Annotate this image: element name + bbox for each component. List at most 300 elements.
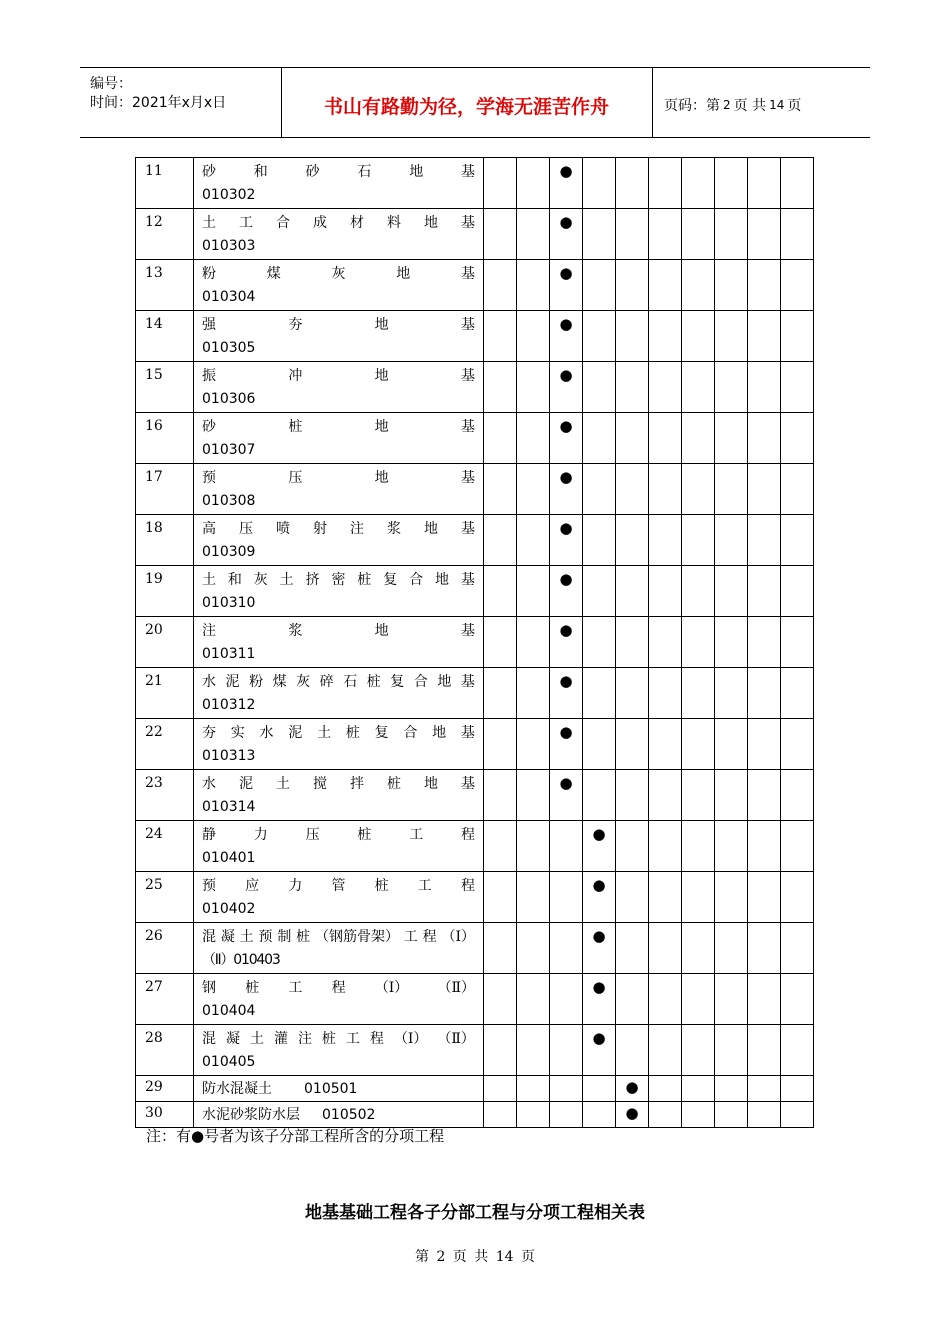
mark-cell xyxy=(748,566,781,617)
mark-cell xyxy=(517,821,550,872)
mark-dot: ● xyxy=(550,617,583,668)
mark-cell xyxy=(649,158,682,209)
mark-cell xyxy=(715,872,748,923)
item-name-cell xyxy=(194,923,484,974)
mark-cell xyxy=(715,668,748,719)
mark-dot: ● xyxy=(550,566,583,617)
mark-cell xyxy=(781,872,814,923)
page-footer: 第 2 页 共 14 页 xyxy=(415,1249,535,1265)
mark-cell xyxy=(682,821,715,872)
mark-cell xyxy=(517,668,550,719)
mark-cell xyxy=(484,770,517,821)
item-name-cell xyxy=(194,158,484,209)
item-name: 预 压 地 基 xyxy=(202,470,475,486)
item-name-cell xyxy=(194,362,484,413)
row-number: 29 xyxy=(136,1076,194,1102)
mark-cell xyxy=(748,719,781,770)
row-number: 14 xyxy=(136,311,194,362)
mark-dot: ● xyxy=(550,770,583,821)
mark-cell xyxy=(715,974,748,1025)
item-name-cell xyxy=(194,974,484,1025)
item-name-cell xyxy=(194,566,484,617)
mark-cell xyxy=(715,311,748,362)
mark-dot: ● xyxy=(583,821,616,872)
table-row xyxy=(136,719,814,770)
item-name: 防水混凝土 xyxy=(202,1081,272,1097)
mark-cell xyxy=(682,668,715,719)
mark-cell xyxy=(583,770,616,821)
mark-cell xyxy=(484,719,517,770)
mark-dot: ● xyxy=(583,1025,616,1076)
header-page-info xyxy=(654,68,870,137)
item-name-cell xyxy=(194,821,484,872)
mark-cell xyxy=(616,1025,649,1076)
mark-cell xyxy=(649,362,682,413)
mark-cell xyxy=(715,515,748,566)
mark-cell xyxy=(682,974,715,1025)
mark-cell xyxy=(748,923,781,974)
mark-cell xyxy=(649,668,682,719)
mark-cell xyxy=(649,1102,682,1128)
mark-cell xyxy=(517,515,550,566)
item-code: 010303 xyxy=(202,238,256,254)
mark-cell xyxy=(781,464,814,515)
mark-cell xyxy=(616,413,649,464)
mark-cell xyxy=(517,923,550,974)
item-name: 水泥砂浆防水层 xyxy=(202,1107,300,1123)
mark-cell xyxy=(616,464,649,515)
mark-cell xyxy=(616,362,649,413)
mark-cell xyxy=(715,464,748,515)
page-total: 14 xyxy=(769,97,785,112)
item-code: （Ⅱ）010403 xyxy=(202,952,280,968)
item-name: 混 凝 土 灌 注 桩 工 程 （Ⅰ） （Ⅱ） xyxy=(202,1031,475,1047)
mark-cell xyxy=(550,923,583,974)
table-row xyxy=(136,1102,814,1128)
item-code: 010402 xyxy=(202,901,256,917)
mark-cell xyxy=(484,974,517,1025)
mark-cell xyxy=(748,158,781,209)
mark-cell xyxy=(715,209,748,260)
time-label: 时间：2021年x月x日 xyxy=(90,95,227,111)
mark-cell xyxy=(616,668,649,719)
mark-cell xyxy=(583,668,616,719)
item-name: 混 凝 土 预 制 桩 （钢筋骨架） 工 程 （Ⅰ） xyxy=(202,929,475,945)
item-code: 010307 xyxy=(202,442,256,458)
mark-cell xyxy=(781,770,814,821)
table-row xyxy=(136,668,814,719)
item-name-cell xyxy=(194,668,484,719)
table-row xyxy=(136,566,814,617)
mark-cell xyxy=(781,311,814,362)
table-row xyxy=(136,158,814,209)
item-name: 振 冲 地 基 xyxy=(202,368,475,384)
mark-dot: ● xyxy=(583,974,616,1025)
row-number: 15 xyxy=(136,362,194,413)
page-suffix: 页 xyxy=(787,97,802,114)
item-code: 010311 xyxy=(202,646,256,662)
mark-cell xyxy=(484,1102,517,1128)
mark-dot: ● xyxy=(550,260,583,311)
mark-dot: ● xyxy=(583,923,616,974)
mark-cell xyxy=(715,719,748,770)
mark-cell xyxy=(517,1102,550,1128)
item-code: 010310 xyxy=(202,595,256,611)
mark-dot: ● xyxy=(550,362,583,413)
mark-cell xyxy=(649,209,682,260)
item-code: 010304 xyxy=(202,289,256,305)
mark-cell xyxy=(517,209,550,260)
mark-cell xyxy=(781,617,814,668)
mark-cell xyxy=(583,209,616,260)
mark-cell xyxy=(484,260,517,311)
mark-cell xyxy=(748,311,781,362)
mark-cell xyxy=(616,260,649,311)
mark-cell xyxy=(715,158,748,209)
page-number: 2 xyxy=(723,97,731,112)
item-code: 010312 xyxy=(202,697,256,713)
row-number: 23 xyxy=(136,770,194,821)
row-number: 24 xyxy=(136,821,194,872)
mark-cell xyxy=(517,311,550,362)
mark-cell xyxy=(781,260,814,311)
row-number: 16 xyxy=(136,413,194,464)
row-number: 12 xyxy=(136,209,194,260)
mark-cell xyxy=(748,362,781,413)
mark-cell xyxy=(484,617,517,668)
mark-cell xyxy=(682,617,715,668)
mark-cell xyxy=(748,821,781,872)
mark-cell xyxy=(583,413,616,464)
mark-cell xyxy=(616,974,649,1025)
row-number: 17 xyxy=(136,464,194,515)
item-name-cell xyxy=(194,872,484,923)
row-number: 27 xyxy=(136,974,194,1025)
mark-cell xyxy=(682,464,715,515)
mark-cell xyxy=(616,515,649,566)
item-name: 夯 实 水 泥 土 桩 复 合 地 基 xyxy=(202,725,475,741)
table-row xyxy=(136,311,814,362)
row-number: 13 xyxy=(136,260,194,311)
mark-cell xyxy=(517,770,550,821)
mark-cell xyxy=(616,719,649,770)
mark-cell xyxy=(649,566,682,617)
mark-cell xyxy=(550,1102,583,1128)
mark-cell xyxy=(484,668,517,719)
mark-cell xyxy=(616,158,649,209)
mark-cell xyxy=(748,872,781,923)
header-motto: 书山有路勤为径，学海无涯苦作舟 xyxy=(281,68,653,137)
mark-cell xyxy=(616,872,649,923)
mark-cell xyxy=(517,1076,550,1102)
mark-cell xyxy=(484,413,517,464)
mark-cell xyxy=(682,158,715,209)
mark-cell xyxy=(682,1102,715,1128)
mark-cell xyxy=(484,362,517,413)
item-name: 静 力 压 桩 工 程 xyxy=(202,827,475,843)
mark-dot: ● xyxy=(550,719,583,770)
mark-cell xyxy=(682,209,715,260)
mark-cell xyxy=(583,1076,616,1102)
mark-cell xyxy=(550,1025,583,1076)
mark-cell xyxy=(715,1025,748,1076)
mark-cell xyxy=(649,311,682,362)
mark-cell xyxy=(616,617,649,668)
mark-cell xyxy=(682,362,715,413)
page-header xyxy=(80,67,870,138)
table-row xyxy=(136,770,814,821)
item-name-cell xyxy=(194,209,484,260)
item-name: 粉 煤 灰 地 基 xyxy=(202,266,475,282)
table-row xyxy=(136,1076,814,1102)
item-name: 预 应 力 管 桩 工 程 xyxy=(202,878,475,894)
mark-cell xyxy=(781,821,814,872)
mark-cell xyxy=(781,974,814,1025)
mark-cell xyxy=(484,923,517,974)
item-name-cell xyxy=(194,311,484,362)
item-name-cell xyxy=(194,260,484,311)
mark-cell xyxy=(781,1025,814,1076)
mark-cell xyxy=(748,974,781,1025)
mark-cell xyxy=(550,872,583,923)
item-name-cell xyxy=(194,1025,484,1076)
mark-cell xyxy=(484,821,517,872)
table-row xyxy=(136,362,814,413)
mark-cell xyxy=(484,1076,517,1102)
mark-cell xyxy=(715,821,748,872)
mark-cell xyxy=(649,1076,682,1102)
item-code: 010302 xyxy=(202,187,256,203)
mark-cell xyxy=(649,464,682,515)
mark-cell xyxy=(649,923,682,974)
mark-dot: ● xyxy=(616,1102,649,1128)
mark-cell xyxy=(616,923,649,974)
item-code: 010401 xyxy=(202,850,256,866)
mark-dot: ● xyxy=(550,311,583,362)
mark-cell xyxy=(583,464,616,515)
mark-cell xyxy=(781,413,814,464)
mark-cell xyxy=(649,872,682,923)
mark-cell xyxy=(682,1076,715,1102)
mark-cell xyxy=(715,362,748,413)
mark-cell xyxy=(550,1076,583,1102)
item-name: 砂 和 砂 石 地 基 xyxy=(202,164,475,180)
table-row xyxy=(136,617,814,668)
mark-dot: ● xyxy=(583,872,616,923)
table-row xyxy=(136,260,814,311)
row-number: 22 xyxy=(136,719,194,770)
mark-cell xyxy=(517,872,550,923)
mark-cell xyxy=(517,566,550,617)
table-row xyxy=(136,464,814,515)
header-meta xyxy=(80,68,282,137)
mark-cell xyxy=(517,362,550,413)
mark-dot: ● xyxy=(550,515,583,566)
item-code: 010306 xyxy=(202,391,256,407)
mark-cell xyxy=(484,209,517,260)
item-name-cell xyxy=(194,617,484,668)
mark-cell xyxy=(682,719,715,770)
item-name: 土 工 合 成 材 料 地 基 xyxy=(202,215,475,231)
mark-cell xyxy=(517,413,550,464)
item-name: 砂 桩 地 基 xyxy=(202,419,475,435)
mark-cell xyxy=(649,770,682,821)
table-row xyxy=(136,923,814,974)
item-name: 水 泥 土 搅 拌 桩 地 基 xyxy=(202,776,475,792)
mark-dot: ● xyxy=(550,158,583,209)
mark-cell xyxy=(649,260,682,311)
mark-cell xyxy=(748,770,781,821)
item-name-cell xyxy=(194,1102,484,1128)
item-name-cell xyxy=(194,719,484,770)
mark-cell xyxy=(682,566,715,617)
mark-cell xyxy=(484,1025,517,1076)
mark-cell xyxy=(583,260,616,311)
table-caption: 地基基础工程各子分部工程与分项工程相关表 xyxy=(305,1203,645,1223)
mark-cell xyxy=(517,260,550,311)
mark-dot: ● xyxy=(550,668,583,719)
mark-cell xyxy=(550,821,583,872)
row-number: 20 xyxy=(136,617,194,668)
mark-cell xyxy=(715,1102,748,1128)
mark-cell xyxy=(781,566,814,617)
table-row xyxy=(136,974,814,1025)
mark-cell xyxy=(748,260,781,311)
mark-cell xyxy=(781,1076,814,1102)
table-row xyxy=(136,515,814,566)
mark-dot: ● xyxy=(550,209,583,260)
mark-cell xyxy=(517,617,550,668)
number-label: 编号： xyxy=(90,76,132,92)
mark-cell xyxy=(484,566,517,617)
row-number: 30 xyxy=(136,1102,194,1128)
mark-cell xyxy=(748,209,781,260)
table-body xyxy=(136,158,814,1128)
mark-cell xyxy=(781,1102,814,1128)
mark-cell xyxy=(781,668,814,719)
mark-cell xyxy=(517,158,550,209)
item-name: 水 泥 粉 煤 灰 碎 石 桩 复 合 地 基 xyxy=(202,674,475,690)
mark-cell xyxy=(583,362,616,413)
mark-dot: ● xyxy=(550,413,583,464)
mark-cell xyxy=(715,260,748,311)
item-code: 010404 xyxy=(202,1003,256,1019)
table-row xyxy=(136,413,814,464)
mark-cell xyxy=(682,1025,715,1076)
table-note: 注：有●号者为该子分部工程所含的分项工程 xyxy=(146,1127,445,1145)
mark-cell xyxy=(517,464,550,515)
item-code: 010313 xyxy=(202,748,256,764)
mark-cell xyxy=(715,1076,748,1102)
relation-table xyxy=(135,157,814,1128)
mark-cell xyxy=(583,566,616,617)
item-name: 高 压 喷 射 注 浆 地 基 xyxy=(202,521,475,537)
mark-cell xyxy=(748,1102,781,1128)
mark-cell xyxy=(616,311,649,362)
mark-cell xyxy=(550,974,583,1025)
mark-cell xyxy=(616,770,649,821)
item-name: 钢 桩 工 程 （Ⅰ） （Ⅱ） xyxy=(202,980,475,996)
mark-cell xyxy=(748,1025,781,1076)
mark-cell xyxy=(682,770,715,821)
mark-cell xyxy=(682,413,715,464)
row-number: 11 xyxy=(136,158,194,209)
mark-cell xyxy=(748,1076,781,1102)
row-number: 26 xyxy=(136,923,194,974)
mark-cell xyxy=(781,158,814,209)
mark-cell xyxy=(649,617,682,668)
mark-cell xyxy=(682,872,715,923)
page-mid: 页 共 xyxy=(733,97,767,114)
mark-cell xyxy=(715,770,748,821)
mark-cell xyxy=(583,515,616,566)
row-number: 25 xyxy=(136,872,194,923)
item-name-cell xyxy=(194,515,484,566)
mark-cell xyxy=(583,311,616,362)
mark-cell xyxy=(517,1025,550,1076)
row-number: 18 xyxy=(136,515,194,566)
mark-cell xyxy=(484,872,517,923)
mark-cell xyxy=(484,464,517,515)
mark-cell xyxy=(649,719,682,770)
table-row xyxy=(136,872,814,923)
mark-cell xyxy=(484,515,517,566)
row-number: 19 xyxy=(136,566,194,617)
item-code: 010405 xyxy=(202,1054,256,1070)
mark-cell xyxy=(682,260,715,311)
mark-cell xyxy=(616,566,649,617)
row-number: 28 xyxy=(136,1025,194,1076)
mark-cell xyxy=(649,974,682,1025)
item-name: 注 浆 地 基 xyxy=(202,623,475,639)
mark-cell xyxy=(484,311,517,362)
item-code: 010305 xyxy=(202,340,256,356)
mark-cell xyxy=(616,821,649,872)
item-code: 010502 xyxy=(322,1107,376,1123)
mark-cell xyxy=(748,413,781,464)
mark-cell xyxy=(517,974,550,1025)
item-name-cell xyxy=(194,413,484,464)
item-code: 010314 xyxy=(202,799,256,815)
mark-cell xyxy=(649,821,682,872)
mark-cell xyxy=(649,515,682,566)
mark-cell xyxy=(748,464,781,515)
table-row xyxy=(136,821,814,872)
mark-cell xyxy=(682,311,715,362)
mark-cell xyxy=(649,1025,682,1076)
mark-cell xyxy=(748,515,781,566)
mark-cell xyxy=(484,158,517,209)
item-code: 010501 xyxy=(304,1081,358,1097)
mark-cell xyxy=(583,617,616,668)
mark-cell xyxy=(616,209,649,260)
mark-cell xyxy=(781,719,814,770)
item-name-cell xyxy=(194,1076,484,1102)
item-code: 010309 xyxy=(202,544,256,560)
item-code: 010308 xyxy=(202,493,256,509)
page-prefix: 页码：第 xyxy=(664,97,720,114)
mark-cell xyxy=(682,923,715,974)
mark-cell xyxy=(781,923,814,974)
mark-cell xyxy=(781,362,814,413)
mark-cell xyxy=(583,158,616,209)
item-name-cell xyxy=(194,464,484,515)
mark-cell xyxy=(715,923,748,974)
mark-cell xyxy=(781,209,814,260)
mark-cell xyxy=(682,515,715,566)
item-name: 土 和 灰 土 挤 密 桩 复 合 地 基 xyxy=(202,572,475,588)
mark-cell xyxy=(715,566,748,617)
